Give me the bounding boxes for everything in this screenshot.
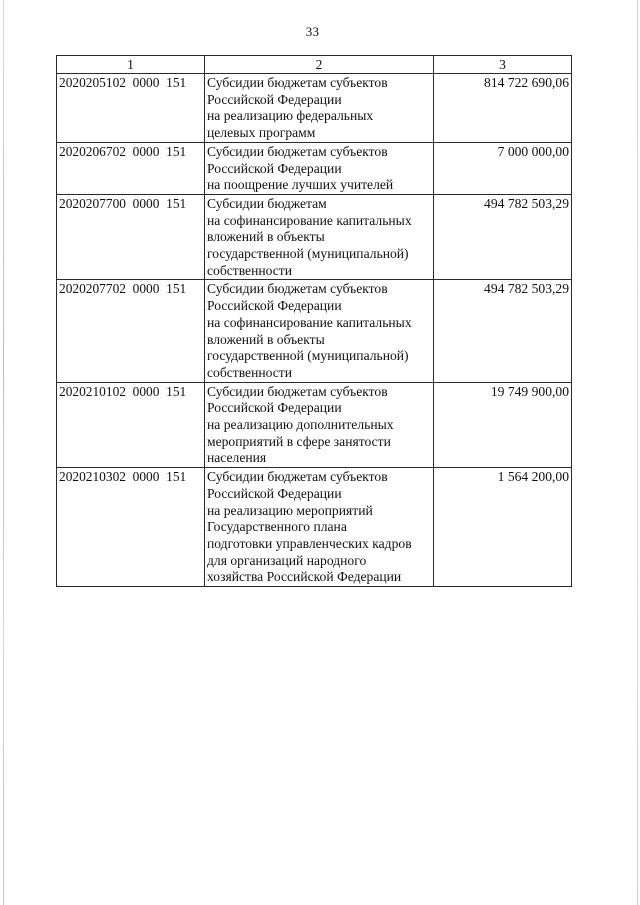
subsidy-name-line: на поощрение лучших учителей: [207, 177, 394, 193]
subsidy-name-line: Российской Федерации: [207, 485, 342, 501]
subsidy-name-line: Государственного плана: [207, 519, 347, 535]
subsidy-amount: 494 782 503,29: [434, 194, 572, 280]
subsidy-name-line: Субсидии бюджетам субъектов: [207, 281, 388, 297]
subsidy-name-line: Субсидии бюджетам субъектов: [207, 143, 388, 159]
subsidy-amount: 7 000 000,00: [434, 142, 572, 194]
table-row: [57, 142, 572, 194]
column-header-amount: 3: [434, 56, 572, 74]
subsidy-name-line: подготовки управленческих кадров: [207, 535, 412, 551]
subsidy-name-line: Российской Федерации: [207, 160, 342, 176]
subsidy-name-line: целевых программ: [207, 125, 316, 141]
scan-edge-left: [3, 0, 4, 905]
subsidy-name-line: вложений в объекты: [207, 331, 325, 347]
subsidy-name: [205, 74, 434, 143]
subsidy-name-line: на реализацию мероприятий: [207, 502, 373, 518]
subsidy-name-line: для организаций народного: [207, 552, 367, 568]
subsidy-name: [205, 194, 434, 280]
page-number: 33: [305, 24, 320, 39]
table-row: [57, 194, 572, 280]
column-header-name: 2: [205, 56, 434, 74]
subsidy-name-line: хозяйства Российской Федерации: [207, 569, 402, 585]
subsidy-name-line: собственности: [207, 364, 293, 380]
subsidy-name: [205, 468, 434, 587]
subsidy-name-line: на софинансирование капитальных: [207, 314, 412, 330]
subsidy-name: [205, 280, 434, 382]
subsidy-name-line: Российской Федерации: [207, 298, 342, 314]
subsidy-name-line: на софинансирование капитальных: [207, 212, 412, 228]
subsidy-amount: 19 749 900,00: [434, 382, 572, 468]
table-row: [57, 382, 572, 468]
scan-edge-right: [637, 0, 638, 905]
subsidy-name-line: населения: [207, 450, 267, 466]
table-row: [57, 74, 572, 143]
subsidy-name-line: государственной (муниципальной): [207, 348, 409, 364]
subsidy-name-line: Субсидии бюджетам: [207, 195, 327, 211]
table-row: [57, 468, 572, 587]
subsidy-name-line: на реализацию дополнительных: [207, 417, 394, 433]
subsidy-name: [205, 382, 434, 468]
subsidy-name-line: Субсидии бюджетам субъектов: [207, 75, 388, 90]
subsidy-name: [205, 142, 434, 194]
subsidy-amount: 1 564 200,00: [434, 468, 572, 587]
subsidy-name-line: мероприятий в сфере занятости: [207, 433, 391, 449]
budget-code: 2020210102 0000 151: [57, 382, 205, 468]
header-row: [57, 56, 572, 74]
budget-code: 2020210302 0000 151: [57, 468, 205, 587]
budget-code: 2020205102 0000 151: [57, 74, 205, 143]
subsidy-name-line: Российской Федерации: [207, 91, 342, 107]
subsidy-name-line: Субсидии бюджетам субъектов: [207, 383, 388, 399]
subsidy-name-line: Субсидии бюджетам субъектов: [207, 469, 388, 485]
subsidy-name-line: Российской Федерации: [207, 400, 342, 416]
subsidy-amount: 494 782 503,29: [434, 280, 572, 382]
subsidy-name-line: собственности: [207, 262, 293, 278]
budget-table: [56, 55, 572, 587]
subsidy-name-line: на реализацию федеральных: [207, 108, 374, 124]
table-row: [57, 280, 572, 382]
column-header-code: 1: [57, 56, 205, 74]
budget-code: 2020206702 0000 151: [57, 142, 205, 194]
subsidy-name-line: государственной (муниципальной): [207, 246, 409, 262]
subsidy-amount: 814 722 690,06: [434, 74, 572, 143]
budget-code: 2020207700 0000 151: [57, 194, 205, 280]
budget-code: 2020207702 0000 151: [57, 280, 205, 382]
subsidy-name-line: вложений в объекты: [207, 229, 325, 245]
